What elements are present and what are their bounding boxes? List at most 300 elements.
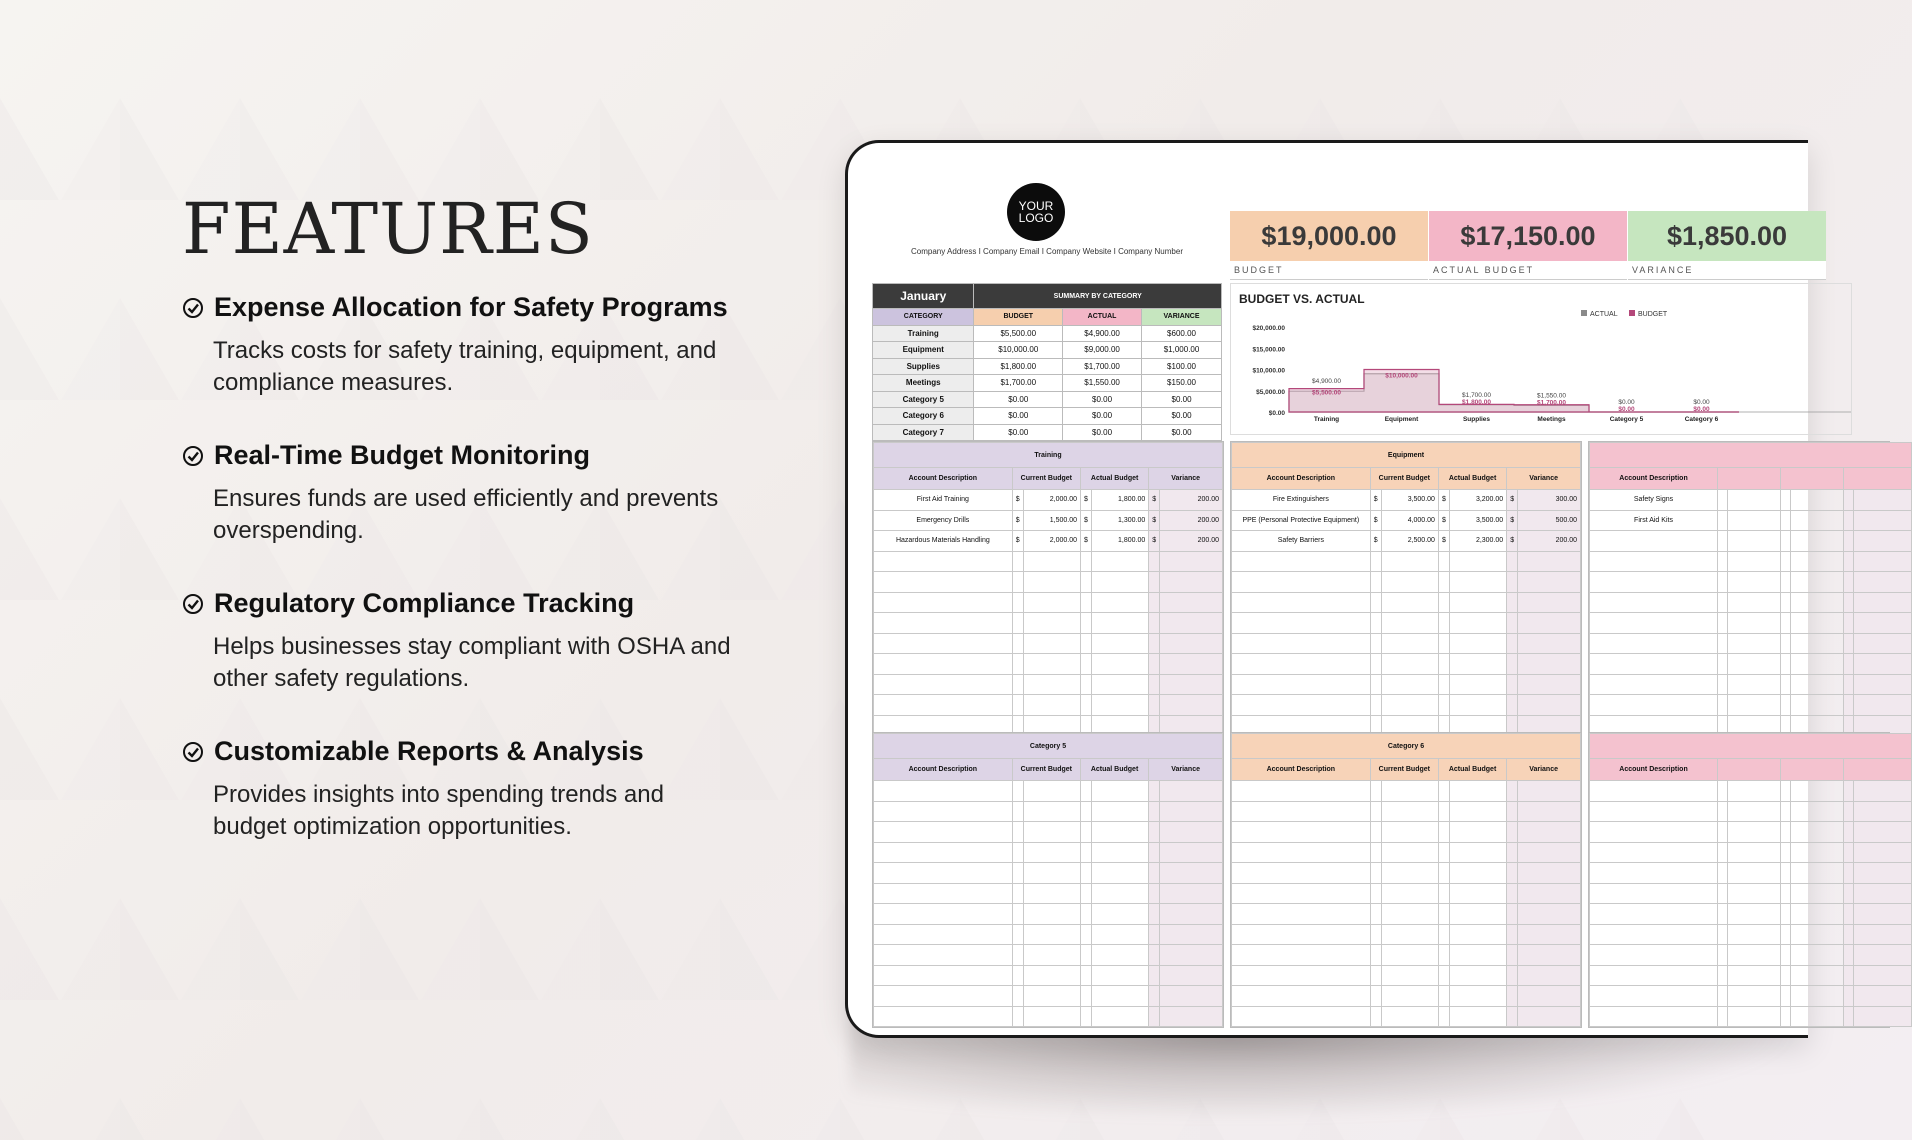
cell-act-sym[interactable]	[1781, 1006, 1791, 1027]
cell-budget[interactable]	[1381, 1006, 1438, 1027]
cell-actual[interactable]	[1091, 822, 1148, 843]
cell-act-sym[interactable]	[1438, 633, 1449, 654]
cell-act-sym[interactable]	[1080, 654, 1091, 675]
cell-actual[interactable]	[1449, 863, 1506, 884]
cell-actual[interactable]	[1091, 1006, 1148, 1027]
cell-desc[interactable]	[1590, 801, 1718, 822]
cell-act-sym[interactable]	[1781, 633, 1791, 654]
cell-desc[interactable]	[1232, 986, 1371, 1007]
cell-var-sym[interactable]	[1844, 1006, 1854, 1027]
cell-variance[interactable]	[1854, 883, 1912, 904]
cell-var-sym[interactable]	[1844, 490, 1854, 511]
cell-cur-sym[interactable]	[1370, 654, 1381, 675]
summary-value-cell[interactable]: $100.00	[1142, 358, 1222, 375]
cell-cur-sym[interactable]	[1370, 613, 1381, 634]
cell-act-sym[interactable]	[1781, 592, 1791, 613]
cell-actual[interactable]	[1791, 904, 1844, 925]
cell-budget[interactable]	[1023, 924, 1080, 945]
cell-budget[interactable]	[1728, 883, 1781, 904]
cell-budget[interactable]	[1023, 654, 1080, 675]
cell-var-sym[interactable]	[1507, 592, 1518, 613]
cell-var-sym[interactable]	[1507, 551, 1518, 572]
cell-variance[interactable]	[1160, 842, 1223, 863]
cell-act-sym[interactable]	[1080, 633, 1091, 654]
cell-act-sym[interactable]	[1781, 945, 1791, 966]
cell-budget[interactable]	[1728, 781, 1781, 802]
cell-variance[interactable]	[1518, 613, 1581, 634]
cell-cur-sym[interactable]: $	[1370, 490, 1381, 511]
cell-variance[interactable]	[1518, 572, 1581, 593]
cell-var-sym[interactable]	[1149, 654, 1160, 675]
cell-variance[interactable]	[1854, 863, 1912, 884]
cell-budget[interactable]	[1381, 633, 1438, 654]
cell-variance[interactable]	[1160, 986, 1223, 1007]
cell-desc[interactable]	[874, 822, 1013, 843]
cell-var-sym[interactable]	[1844, 695, 1854, 716]
cell-cur-sym[interactable]	[1012, 1006, 1023, 1027]
cell-actual[interactable]	[1791, 572, 1844, 593]
cell-cur-sym[interactable]	[1718, 781, 1728, 802]
cell-actual[interactable]	[1791, 781, 1844, 802]
cell-act-sym[interactable]	[1438, 654, 1449, 675]
cell-variance[interactable]: 500.00	[1518, 510, 1581, 531]
cell-budget[interactable]	[1023, 801, 1080, 822]
cell-desc[interactable]	[874, 633, 1013, 654]
cell-var-sym[interactable]	[1149, 613, 1160, 634]
cell-var-sym[interactable]	[1149, 924, 1160, 945]
cell-variance[interactable]	[1160, 613, 1223, 634]
cell-cur-sym[interactable]	[1718, 592, 1728, 613]
cell-cur-sym[interactable]	[1718, 490, 1728, 511]
cell-cur-sym[interactable]: $	[1012, 490, 1023, 511]
cell-act-sym[interactable]	[1438, 986, 1449, 1007]
cell-actual[interactable]	[1791, 551, 1844, 572]
cell-cur-sym[interactable]	[1012, 654, 1023, 675]
cell-var-sym[interactable]	[1844, 904, 1854, 925]
summary-value-cell[interactable]: $0.00	[1063, 424, 1142, 441]
summary-category-cell[interactable]: Equipment	[873, 342, 974, 359]
cell-budget[interactable]	[1023, 965, 1080, 986]
cell-cur-sym[interactable]	[1718, 842, 1728, 863]
cell-budget[interactable]	[1023, 695, 1080, 716]
cell-actual[interactable]	[1791, 986, 1844, 1007]
summary-value-cell[interactable]: $1,700.00	[1063, 358, 1142, 375]
cell-cur-sym[interactable]	[1012, 883, 1023, 904]
cell-var-sym[interactable]	[1507, 965, 1518, 986]
cell-var-sym[interactable]	[1844, 883, 1854, 904]
summary-value-cell[interactable]: $5,500.00	[974, 325, 1063, 342]
cell-variance[interactable]: 200.00	[1160, 490, 1223, 511]
cell-cur-sym[interactable]	[1718, 965, 1728, 986]
cell-desc[interactable]	[874, 883, 1013, 904]
cell-var-sym[interactable]	[1844, 924, 1854, 945]
cell-budget[interactable]	[1381, 695, 1438, 716]
summary-value-cell[interactable]: $0.00	[974, 424, 1063, 441]
cell-desc[interactable]	[1232, 965, 1371, 986]
cell-budget[interactable]	[1381, 801, 1438, 822]
cell-cur-sym[interactable]	[1718, 551, 1728, 572]
cell-var-sym[interactable]	[1844, 613, 1854, 634]
cell-budget[interactable]	[1381, 842, 1438, 863]
cell-var-sym[interactable]	[1844, 965, 1854, 986]
summary-category-cell[interactable]: Meetings	[873, 375, 974, 392]
cell-actual[interactable]	[1791, 531, 1844, 552]
summary-value-cell[interactable]: $600.00	[1142, 325, 1222, 342]
cell-desc[interactable]	[1590, 551, 1718, 572]
cell-desc[interactable]	[1232, 863, 1371, 884]
cell-var-sym[interactable]	[1507, 822, 1518, 843]
cell-desc[interactable]	[1590, 924, 1718, 945]
cell-var-sym[interactable]: $	[1507, 490, 1518, 511]
cell-actual[interactable]	[1091, 654, 1148, 675]
cell-variance[interactable]	[1854, 674, 1912, 695]
cell-var-sym[interactable]	[1507, 1006, 1518, 1027]
cell-act-sym[interactable]	[1080, 945, 1091, 966]
cell-variance[interactable]	[1518, 674, 1581, 695]
cell-act-sym[interactable]: $	[1080, 531, 1091, 552]
cell-budget[interactable]	[1023, 633, 1080, 654]
cell-var-sym[interactable]	[1844, 842, 1854, 863]
cell-var-sym[interactable]	[1149, 551, 1160, 572]
cell-actual[interactable]	[1449, 674, 1506, 695]
cell-act-sym[interactable]	[1080, 1006, 1091, 1027]
cell-desc[interactable]	[1590, 965, 1718, 986]
cell-act-sym[interactable]	[1781, 863, 1791, 884]
cell-variance[interactable]	[1518, 986, 1581, 1007]
cell-act-sym[interactable]	[1438, 1006, 1449, 1027]
cell-cur-sym[interactable]: $	[1012, 510, 1023, 531]
cell-desc[interactable]	[1590, 822, 1718, 843]
cell-cur-sym[interactable]	[1370, 633, 1381, 654]
cell-desc[interactable]	[1232, 551, 1371, 572]
cell-act-sym[interactable]: $	[1438, 531, 1449, 552]
cell-budget[interactable]	[1728, 695, 1781, 716]
cell-var-sym[interactable]	[1149, 592, 1160, 613]
cell-desc[interactable]	[1590, 863, 1718, 884]
cell-var-sym[interactable]: $	[1507, 531, 1518, 552]
cell-budget[interactable]	[1728, 613, 1781, 634]
cell-budget[interactable]	[1728, 986, 1781, 1007]
cell-cur-sym[interactable]	[1370, 863, 1381, 884]
cell-variance[interactable]	[1518, 592, 1581, 613]
summary-value-cell[interactable]: $10,000.00	[974, 342, 1063, 359]
cell-actual[interactable]	[1091, 801, 1148, 822]
cell-budget[interactable]	[1381, 613, 1438, 634]
cell-cur-sym[interactable]	[1012, 592, 1023, 613]
cell-act-sym[interactable]	[1781, 842, 1791, 863]
cell-cur-sym[interactable]	[1012, 674, 1023, 695]
cell-desc[interactable]	[1232, 633, 1371, 654]
cell-budget[interactable]	[1728, 633, 1781, 654]
cell-act-sym[interactable]	[1080, 781, 1091, 802]
cell-cur-sym[interactable]	[1370, 904, 1381, 925]
cell-budget[interactable]	[1381, 572, 1438, 593]
cell-act-sym[interactable]	[1080, 551, 1091, 572]
cell-budget[interactable]	[1728, 510, 1781, 531]
cell-budget[interactable]	[1728, 945, 1781, 966]
cell-variance[interactable]	[1854, 945, 1912, 966]
cell-var-sym[interactable]	[1149, 572, 1160, 593]
cell-cur-sym[interactable]	[1718, 822, 1728, 843]
cell-act-sym[interactable]	[1781, 781, 1791, 802]
cell-actual[interactable]	[1449, 613, 1506, 634]
cell-cur-sym[interactable]	[1370, 572, 1381, 593]
cell-variance[interactable]	[1160, 592, 1223, 613]
cell-var-sym[interactable]	[1149, 801, 1160, 822]
cell-budget[interactable]	[1381, 822, 1438, 843]
cell-variance[interactable]	[1854, 986, 1912, 1007]
summary-category-cell[interactable]: Supplies	[873, 358, 974, 375]
cell-var-sym[interactable]	[1844, 986, 1854, 1007]
summary-value-cell[interactable]: $1,000.00	[1142, 342, 1222, 359]
cell-desc[interactable]	[1590, 633, 1718, 654]
cell-cur-sym[interactable]	[1012, 551, 1023, 572]
cell-actual[interactable]	[1091, 613, 1148, 634]
cell-desc[interactable]	[1232, 842, 1371, 863]
cell-actual[interactable]	[1449, 572, 1506, 593]
cell-variance[interactable]	[1854, 924, 1912, 945]
cell-act-sym[interactable]	[1080, 592, 1091, 613]
cell-budget[interactable]	[1381, 551, 1438, 572]
cell-actual[interactable]	[1091, 551, 1148, 572]
cell-actual[interactable]: 3,500.00	[1449, 510, 1506, 531]
cell-actual[interactable]	[1449, 945, 1506, 966]
cell-budget[interactable]	[1728, 592, 1781, 613]
cell-var-sym[interactable]	[1149, 781, 1160, 802]
cell-actual[interactable]	[1791, 613, 1844, 634]
cell-budget[interactable]	[1728, 531, 1781, 552]
cell-cur-sym[interactable]	[1370, 965, 1381, 986]
cell-variance[interactable]	[1518, 883, 1581, 904]
cell-variance[interactable]	[1160, 883, 1223, 904]
cell-act-sym[interactable]	[1781, 531, 1791, 552]
cell-var-sym[interactable]	[1149, 695, 1160, 716]
cell-var-sym[interactable]	[1149, 863, 1160, 884]
cell-budget[interactable]	[1381, 863, 1438, 884]
cell-budget[interactable]	[1728, 551, 1781, 572]
cell-actual[interactable]	[1091, 863, 1148, 884]
cell-act-sym[interactable]	[1438, 781, 1449, 802]
cell-act-sym[interactable]	[1438, 904, 1449, 925]
cell-cur-sym[interactable]: $	[1012, 531, 1023, 552]
cell-act-sym[interactable]	[1438, 924, 1449, 945]
cell-desc[interactable]	[874, 613, 1013, 634]
cell-act-sym[interactable]	[1080, 924, 1091, 945]
cell-var-sym[interactable]	[1149, 986, 1160, 1007]
cell-var-sym[interactable]	[1844, 822, 1854, 843]
cell-actual[interactable]	[1091, 986, 1148, 1007]
cell-var-sym[interactable]: $	[1149, 531, 1160, 552]
cell-budget[interactable]	[1381, 781, 1438, 802]
cell-cur-sym[interactable]	[1370, 781, 1381, 802]
cell-desc[interactable]	[1232, 801, 1371, 822]
cell-budget[interactable]	[1381, 965, 1438, 986]
cell-actual[interactable]	[1449, 551, 1506, 572]
cell-cur-sym[interactable]	[1718, 633, 1728, 654]
cell-desc[interactable]	[1590, 904, 1718, 925]
cell-budget[interactable]	[1728, 822, 1781, 843]
cell-var-sym[interactable]	[1844, 801, 1854, 822]
cell-var-sym[interactable]	[1149, 883, 1160, 904]
cell-budget[interactable]	[1023, 945, 1080, 966]
cell-actual[interactable]	[1449, 842, 1506, 863]
cell-act-sym[interactable]	[1080, 883, 1091, 904]
cell-cur-sym[interactable]	[1012, 801, 1023, 822]
cell-desc[interactable]: Safety Barriers	[1232, 531, 1371, 552]
cell-budget[interactable]	[1023, 883, 1080, 904]
cell-var-sym[interactable]	[1507, 883, 1518, 904]
cell-cur-sym[interactable]	[1012, 904, 1023, 925]
cell-variance[interactable]: 300.00	[1518, 490, 1581, 511]
cell-desc[interactable]	[1590, 986, 1718, 1007]
cell-variance[interactable]	[1854, 801, 1912, 822]
cell-budget[interactable]	[1023, 592, 1080, 613]
cell-desc[interactable]	[874, 863, 1013, 884]
cell-desc[interactable]	[874, 986, 1013, 1007]
cell-budget[interactable]	[1023, 572, 1080, 593]
summary-value-cell[interactable]: $1,700.00	[974, 375, 1063, 392]
cell-budget[interactable]	[1728, 490, 1781, 511]
cell-act-sym[interactable]	[1438, 592, 1449, 613]
cell-act-sym[interactable]: $	[1438, 490, 1449, 511]
cell-var-sym[interactable]: $	[1507, 510, 1518, 531]
cell-budget[interactable]: 1,500.00	[1023, 510, 1080, 531]
cell-actual[interactable]	[1449, 986, 1506, 1007]
cell-act-sym[interactable]	[1781, 551, 1791, 572]
cell-variance[interactable]	[1160, 781, 1223, 802]
cell-budget[interactable]	[1023, 842, 1080, 863]
cell-budget[interactable]	[1728, 842, 1781, 863]
cell-variance[interactable]	[1160, 674, 1223, 695]
cell-variance[interactable]	[1518, 801, 1581, 822]
cell-cur-sym[interactable]	[1012, 572, 1023, 593]
cell-desc[interactable]	[1232, 904, 1371, 925]
cell-act-sym[interactable]	[1781, 613, 1791, 634]
cell-desc[interactable]	[1232, 945, 1371, 966]
cell-act-sym[interactable]	[1080, 695, 1091, 716]
cell-cur-sym[interactable]: $	[1370, 531, 1381, 552]
cell-actual[interactable]	[1791, 695, 1844, 716]
cell-act-sym[interactable]	[1438, 674, 1449, 695]
cell-desc[interactable]	[1590, 531, 1718, 552]
cell-variance[interactable]	[1518, 924, 1581, 945]
cell-actual[interactable]	[1449, 904, 1506, 925]
cell-desc[interactable]	[1232, 822, 1371, 843]
cell-act-sym[interactable]	[1438, 551, 1449, 572]
cell-cur-sym[interactable]	[1370, 842, 1381, 863]
cell-budget[interactable]	[1728, 801, 1781, 822]
cell-actual[interactable]	[1091, 695, 1148, 716]
cell-act-sym[interactable]	[1080, 863, 1091, 884]
cell-desc[interactable]	[874, 904, 1013, 925]
cell-variance[interactable]	[1518, 945, 1581, 966]
cell-budget[interactable]	[1728, 904, 1781, 925]
cell-act-sym[interactable]	[1781, 654, 1791, 675]
summary-value-cell[interactable]: $0.00	[974, 408, 1063, 425]
summary-value-cell[interactable]: $0.00	[1063, 408, 1142, 425]
cell-cur-sym[interactable]	[1370, 822, 1381, 843]
cell-cur-sym[interactable]	[1718, 986, 1728, 1007]
cell-var-sym[interactable]	[1507, 801, 1518, 822]
cell-act-sym[interactable]	[1781, 490, 1791, 511]
cell-desc[interactable]	[1590, 654, 1718, 675]
cell-desc[interactable]	[874, 842, 1013, 863]
cell-act-sym[interactable]	[1438, 863, 1449, 884]
cell-var-sym[interactable]	[1149, 1006, 1160, 1027]
cell-actual[interactable]	[1449, 654, 1506, 675]
cell-var-sym[interactable]	[1507, 572, 1518, 593]
cell-actual[interactable]	[1791, 801, 1844, 822]
cell-var-sym[interactable]	[1844, 633, 1854, 654]
cell-variance[interactable]	[1518, 965, 1581, 986]
cell-var-sym[interactable]: $	[1149, 490, 1160, 511]
cell-actual[interactable]	[1449, 633, 1506, 654]
cell-budget[interactable]	[1728, 863, 1781, 884]
cell-act-sym[interactable]	[1080, 674, 1091, 695]
cell-variance[interactable]	[1160, 945, 1223, 966]
cell-budget[interactable]	[1381, 986, 1438, 1007]
summary-value-cell[interactable]: $9,000.00	[1063, 342, 1142, 359]
cell-act-sym[interactable]	[1080, 986, 1091, 1007]
cell-budget[interactable]	[1023, 551, 1080, 572]
cell-actual[interactable]	[1449, 695, 1506, 716]
cell-desc[interactable]	[874, 781, 1013, 802]
cell-variance[interactable]	[1854, 633, 1912, 654]
cell-var-sym[interactable]	[1507, 781, 1518, 802]
cell-actual[interactable]	[1449, 965, 1506, 986]
summary-category-cell[interactable]: Category 5	[873, 391, 974, 408]
cell-act-sym[interactable]	[1781, 986, 1791, 1007]
cell-desc[interactable]	[874, 1006, 1013, 1027]
cell-cur-sym[interactable]	[1370, 592, 1381, 613]
cell-desc[interactable]	[1590, 883, 1718, 904]
cell-desc[interactable]	[1232, 1006, 1371, 1027]
cell-variance[interactable]	[1160, 904, 1223, 925]
cell-act-sym[interactable]	[1781, 883, 1791, 904]
cell-variance[interactable]	[1854, 592, 1912, 613]
cell-variance[interactable]	[1854, 965, 1912, 986]
cell-cur-sym[interactable]	[1718, 1006, 1728, 1027]
cell-cur-sym[interactable]	[1012, 633, 1023, 654]
cell-desc[interactable]	[874, 572, 1013, 593]
cell-actual[interactable]: 1,800.00	[1091, 531, 1148, 552]
cell-actual[interactable]	[1791, 490, 1844, 511]
cell-cur-sym[interactable]	[1012, 863, 1023, 884]
cell-act-sym[interactable]: $	[1080, 510, 1091, 531]
cell-variance[interactable]	[1160, 633, 1223, 654]
cell-var-sym[interactable]	[1507, 863, 1518, 884]
cell-var-sym[interactable]	[1507, 842, 1518, 863]
cell-var-sym[interactable]	[1149, 965, 1160, 986]
cell-variance[interactable]: 200.00	[1518, 531, 1581, 552]
cell-desc[interactable]: Emergency Drills	[874, 510, 1013, 531]
cell-budget[interactable]	[1381, 674, 1438, 695]
cell-actual[interactable]	[1449, 781, 1506, 802]
cell-actual[interactable]	[1449, 592, 1506, 613]
cell-var-sym[interactable]	[1507, 904, 1518, 925]
cell-budget[interactable]	[1381, 654, 1438, 675]
cell-cur-sym[interactable]	[1370, 883, 1381, 904]
cell-variance[interactable]	[1518, 551, 1581, 572]
cell-desc[interactable]	[1590, 592, 1718, 613]
cell-budget[interactable]: 2,000.00	[1023, 490, 1080, 511]
cell-cur-sym[interactable]	[1718, 613, 1728, 634]
summary-value-cell[interactable]: $1,800.00	[974, 358, 1063, 375]
cell-desc[interactable]	[1590, 945, 1718, 966]
cell-cur-sym[interactable]	[1370, 924, 1381, 945]
cell-var-sym[interactable]	[1507, 654, 1518, 675]
cell-desc[interactable]	[1590, 613, 1718, 634]
